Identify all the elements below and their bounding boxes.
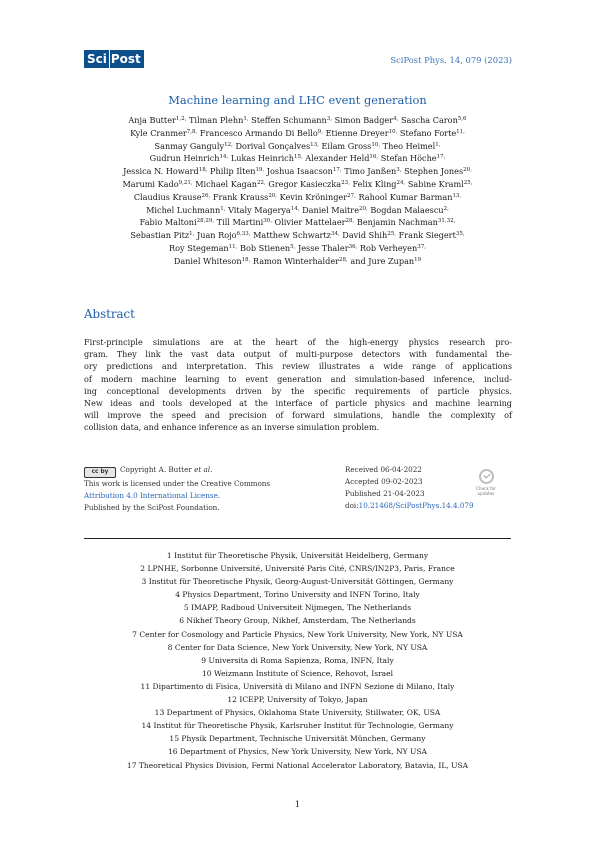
affiliation-item: 16 Department of Physics, New York University, New York, NY USA [168,747,427,757]
doi-link[interactable]: 10.21468/SciPostPhys.14.4.079 [358,501,474,510]
paper-title: Machine learning and LHC event generation [168,93,427,107]
author-line: Fabio Maltoni$^{28,29,}$ Till Martini$^{30,}$ Olivier Mattelaer$^{28,}$ Benjamin Nachman$^{31,32,}$ [139,217,456,228]
abstract-line: gram. They link the vast data output of multi-purpose detectors with fundamental the- [84,349,512,360]
affiliation-item: 10 Weizmann Institute of Science, Rehovot, Israel [201,668,394,678]
license-line: This work is licensed under the Creative Commons [84,479,271,488]
cc-by-icon[interactable]: cc by [84,467,116,478]
abstract-line: ory predictions and interpretation. This review illustrates a wide range of applications [84,361,512,372]
affiliation-item: 3 Institut für Theoretische Physik, Georg-August-Universität Göttingen, Germany [141,577,454,587]
doi-prefix: doi: [345,501,359,510]
logo-post: Post [109,50,144,68]
author-line: Kyle Cranmer$^{7,8,}$ Francesco Armando Di Bello$^{9,}$ Etienne Dreyer$^{10,}$ Stefano Forte$^{11,}$ [130,127,465,138]
author-line: Sanmay Ganguly$^{12,}$ Dorival Gonçalves$^{13,}$ Eilam Gross$^{10,}$ Theo Heimel$^{1,}$ [154,140,441,151]
author-line: Gudrun Heinrich$^{14,}$ Lukas Heinrich$^{15,}$ Alexander Held$^{16,}$ Stefan Höche$^{17,}$ [149,153,446,164]
author-line: Michel Luchmann$^{1,}$ Vitaly Magerya$^{14,}$ Daniel Maitre$^{20,}$ Bogdan Malaescu$^{2,}$ [146,204,449,215]
affiliation-item: 12 ICEPP, University of Tokyo, Japan [227,695,368,705]
abstract-line: ing conceptional developments driven by the specific requirements of particle physics. [84,385,512,396]
affiliation-item: 11 Dipartimento di Fisica, Università di Milano and INFN Sezione di Milano, Italy [140,681,455,691]
author-line: Daniel Whiteson$^{18,}$ Ramon Winterhalder$^{28,}$ and Jure Zupan$^{19}$ [173,255,422,266]
scipost-logo [84,50,144,68]
abstract-line: New ideas and tools developed at the interface of particle physics and machine learning [84,398,512,409]
affiliation-list [84,549,511,772]
affiliation-item: 14 Institut für Theoretische Physik, Karlsruher Institut für Technologie, Germany [141,721,454,731]
dates-block [345,464,474,512]
copyright-etal: et al. [194,465,213,474]
affiliation-item: 17 Theoretical Physics Division, Fermi National Accelerator Laboratory, Batavia, IL, USA [126,760,469,770]
copyright-prefix: Copyright A. Butter [120,465,195,474]
page-number: 1 [294,800,301,810]
author-line: Anja Butter$^{1,2,}$ Tilman Plehn$^{1,}$ Steffen Schumann$^{3,}$ Simon Badger$^{4,}$ Sascha Caron$^{5,6}$ [128,115,467,125]
affiliation-item: 2 LPNHE, Sorbonne Université, Université Paris Cité, CNRS/IN2P3, Paris, France [140,564,455,574]
logo-sci: Sci [84,50,109,68]
license-line-end: . [217,491,221,500]
received-date: Received 06-04-2022 [345,465,422,474]
abstract-heading: Abstract [84,307,135,321]
abstract-line: of modern machine learning to event generation and simulation-based inference, includ- [84,373,512,384]
affiliation-item: 7 Center for Cosmology and Particle Physics, New York University, New York, NY USA [132,629,463,639]
publisher-line: Published by the SciPost Foundation. [84,503,220,512]
abstract-text [84,336,512,434]
author-line: Jessica N. Howard$^{18,}$ Philip Ilten$^{19,}$ Joshua Isaacson$^{17,}$ Timo Janßen$^{3,}$ Stephen Jones$^{20,}$ [123,166,472,177]
check-for-updates-badge[interactable] [469,469,503,496]
check-updates-line2: updates [477,491,495,496]
affiliation-item: 5 IMAPP, Radboud Universiteit Nijmegen, The Netherlands [183,603,412,613]
abstract-line: will improve the speed and precision of forward simulations, handle the complexity of [84,410,512,421]
affiliation-item: 1 Institut für Theoretische Physik, Universität Heidelberg, Germany [166,551,429,560]
license-block [84,464,270,514]
abstract-line: collision data, and enhance inference as an inverse simulation problem. [84,422,380,433]
author-line: Sebastian Pitz$^{1,}$ Juan Rojo$^{6,33,}$ Matthew Schwartz$^{34,}$ David Shih$^{25,}$ Frank Siegert$^{35,}$ [130,230,465,241]
author-line: Marumi Kado$^{9,21,}$ Michael Kagan$^{22,}$ Gregor Kasieczka$^{23,}$ Felix Kling$^{24,}$ Sabine Kraml$^{25,}$ [122,178,473,189]
affiliation-item: 15 Physik Department, Technische Universität München, Germany [169,734,426,744]
accepted-date: Accepted 09-02-2023 [345,477,423,486]
separator-rule [84,538,511,539]
author-line: Claudius Krause$^{26,}$ Frank Krauss$^{20,}$ Kevin Kröninger$^{27,}$ Rahool Kumar Barman$^{13,}$ [133,191,462,202]
affiliation-item: 9 Universita di Roma Sapienza, Roma, INFN, Italy [201,655,394,665]
published-date: Published 21-04-2023 [345,489,425,498]
affiliation-item: 6 Nikhef Theory Group, Nikhef, Amsterdam, The Netherlands [179,616,416,626]
license-link[interactable]: Attribution 4.0 International License [84,491,218,500]
author-list [84,114,511,268]
affiliation-item: 8 Center for Data Science, New York University, New York, NY USA [167,642,428,652]
affiliation-item: 4 Physics Department, Torino University and INFN Torino, Italy [175,590,420,600]
abstract-line: First-principle simulations are at the heart of the high-energy physics research pro- [84,337,512,347]
check-updates-line1: Check for [476,486,496,491]
affiliation-item: 13 Department of Physics, Oklahoma State University, Stillwater, OK, USA [154,708,441,718]
check-updates-icon [479,469,494,484]
author-line: Roy Stegeman$^{11,}$ Bob Stienen$^{5,}$ Jesse Thaler$^{36,}$ Rob Verheyen$^{37,}$ [169,242,426,253]
journal-reference: SciPost Phys. 14, 079 (2023) [390,55,512,65]
